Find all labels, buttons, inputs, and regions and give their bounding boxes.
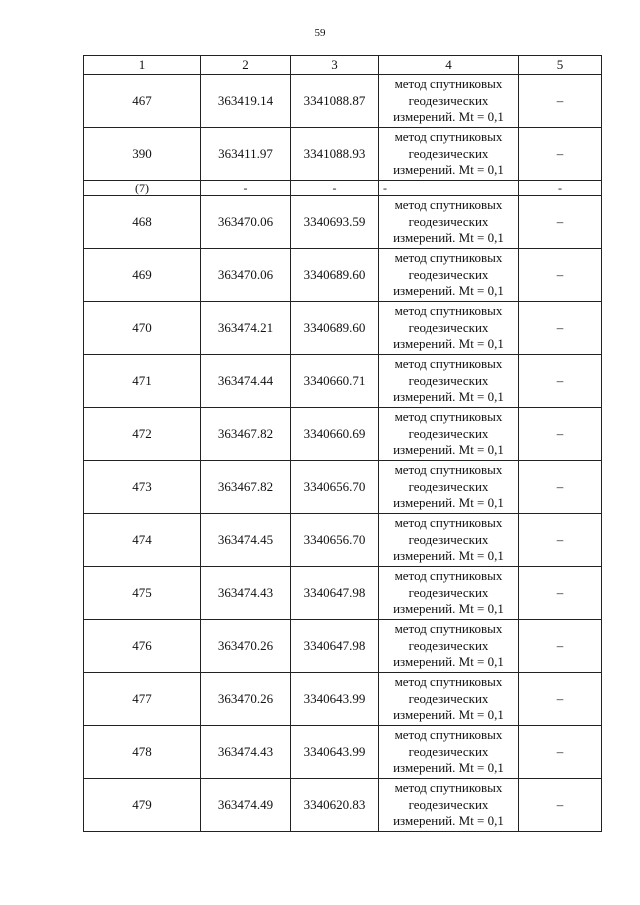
point-number-cell: 473 xyxy=(84,461,201,514)
x-coordinate-cell: 363470.26 xyxy=(201,620,291,673)
y-coordinate-cell: 3340647.98 xyxy=(291,567,379,620)
method-line: измерений. Mt = 0,1 xyxy=(393,336,504,352)
point-number-cell: 467 xyxy=(84,75,201,128)
x-coordinate-cell: 363474.44 xyxy=(201,355,291,408)
y-coordinate-cell: 3341088.93 xyxy=(291,128,379,181)
method-line: метод спутниковых xyxy=(394,568,503,584)
point-number-cell: 390 xyxy=(84,128,201,181)
point-number-cell: 472 xyxy=(84,408,201,461)
method-cell xyxy=(379,408,519,461)
method-cell xyxy=(379,620,519,673)
method-line: измерений. Mt = 0,1 xyxy=(393,548,504,564)
method-line: метод спутниковых xyxy=(394,515,503,531)
y-coordinate-cell: 3340693.59 xyxy=(291,196,379,249)
method-line: геодезических xyxy=(408,584,489,600)
method-cell xyxy=(379,128,519,181)
x-coordinate-cell: 363474.21 xyxy=(201,302,291,355)
method-line: метод спутниковых xyxy=(394,197,503,213)
note-cell: – xyxy=(519,620,602,673)
method-line: геодезических xyxy=(408,637,489,653)
note-cell: – xyxy=(519,128,602,181)
method-line: геодезических xyxy=(408,319,489,335)
method-line: метод спутниковых xyxy=(394,76,503,92)
note-cell: – xyxy=(519,514,602,567)
y-coordinate-cell: 3340643.99 xyxy=(291,673,379,726)
table-row xyxy=(84,673,602,726)
y-coordinate-cell: 3340656.70 xyxy=(291,461,379,514)
header-col-4: 4 xyxy=(379,56,519,75)
method-line: геодезических xyxy=(408,796,489,812)
method-line: метод спутниковых xyxy=(394,409,503,425)
method-line: метод спутниковых xyxy=(394,356,503,372)
point-number-cell: 475 xyxy=(84,567,201,620)
x-coordinate-cell: - xyxy=(201,181,291,196)
separator-row xyxy=(84,181,602,196)
header-col-2: 2 xyxy=(201,56,291,75)
point-number-cell: 468 xyxy=(84,196,201,249)
method-line: метод спутниковых xyxy=(394,727,503,743)
method-line: - xyxy=(383,181,387,195)
method-cell xyxy=(379,673,519,726)
point-number-cell: (7) xyxy=(84,181,201,196)
method-line: геодезических xyxy=(408,266,489,282)
table-row xyxy=(84,461,602,514)
note-cell: – xyxy=(519,567,602,620)
method-line: геодезических xyxy=(408,743,489,759)
table-row xyxy=(84,408,602,461)
method-line: измерений. Mt = 0,1 xyxy=(393,495,504,511)
method-line: метод спутниковых xyxy=(394,129,503,145)
note-cell: – xyxy=(519,408,602,461)
method-line: измерений. Mt = 0,1 xyxy=(393,283,504,299)
point-number-cell: 470 xyxy=(84,302,201,355)
table-row xyxy=(84,355,602,408)
x-coordinate-cell: 363411.97 xyxy=(201,128,291,181)
y-coordinate-cell: 3340643.99 xyxy=(291,726,379,779)
method-cell xyxy=(379,779,519,832)
method-line: измерений. Mt = 0,1 xyxy=(393,389,504,405)
method-line: геодезических xyxy=(408,425,489,441)
y-coordinate-cell: 3341088.87 xyxy=(291,75,379,128)
method-line: измерений. Mt = 0,1 xyxy=(393,601,504,617)
method-line: измерений. Mt = 0,1 xyxy=(393,109,504,125)
method-cell xyxy=(379,181,519,196)
method-line: измерений. Mt = 0,1 xyxy=(393,442,504,458)
header-col-5: 5 xyxy=(519,56,602,75)
note-cell: - xyxy=(519,181,602,196)
table-row xyxy=(84,567,602,620)
method-cell xyxy=(379,196,519,249)
note-cell: – xyxy=(519,196,602,249)
header-col-3: 3 xyxy=(291,56,379,75)
method-line: метод спутниковых xyxy=(394,250,503,266)
x-coordinate-cell: 363474.49 xyxy=(201,779,291,832)
point-number-cell: 471 xyxy=(84,355,201,408)
table-row xyxy=(84,514,602,567)
method-line: геодезических xyxy=(408,690,489,706)
note-cell: – xyxy=(519,673,602,726)
method-line: измерений. Mt = 0,1 xyxy=(393,707,504,723)
x-coordinate-cell: 363467.82 xyxy=(201,461,291,514)
table-row xyxy=(84,128,602,181)
note-cell: – xyxy=(519,726,602,779)
table-row xyxy=(84,620,602,673)
table-row xyxy=(84,779,602,832)
point-number-cell: 477 xyxy=(84,673,201,726)
method-line: геодезических xyxy=(408,92,489,108)
method-line: измерений. Mt = 0,1 xyxy=(393,230,504,246)
method-cell xyxy=(379,355,519,408)
table-row xyxy=(84,726,602,779)
note-cell: – xyxy=(519,302,602,355)
y-coordinate-cell: 3340660.71 xyxy=(291,355,379,408)
method-line: измерений. Mt = 0,1 xyxy=(393,162,504,178)
method-line: метод спутниковых xyxy=(394,621,503,637)
note-cell: – xyxy=(519,249,602,302)
y-coordinate-cell: 3340620.83 xyxy=(291,779,379,832)
method-cell xyxy=(379,75,519,128)
table-row xyxy=(84,249,602,302)
method-cell xyxy=(379,302,519,355)
method-cell xyxy=(379,726,519,779)
method-line: измерений. Mt = 0,1 xyxy=(393,760,504,776)
table-header xyxy=(84,56,602,75)
table-row xyxy=(84,196,602,249)
coordinates-table xyxy=(83,55,602,832)
point-number-cell: 474 xyxy=(84,514,201,567)
method-line: геодезических xyxy=(408,145,489,161)
header-row xyxy=(84,56,602,75)
note-cell: – xyxy=(519,75,602,128)
method-line: метод спутниковых xyxy=(394,674,503,690)
x-coordinate-cell: 363474.43 xyxy=(201,567,291,620)
y-coordinate-cell: 3340647.98 xyxy=(291,620,379,673)
y-coordinate-cell: 3340689.60 xyxy=(291,249,379,302)
note-cell: – xyxy=(519,779,602,832)
method-cell xyxy=(379,514,519,567)
table-row xyxy=(84,75,602,128)
method-cell xyxy=(379,567,519,620)
y-coordinate-cell: 3340689.60 xyxy=(291,302,379,355)
table-body xyxy=(84,75,602,832)
method-line: геодезических xyxy=(408,478,489,494)
method-cell xyxy=(379,249,519,302)
point-number-cell: 476 xyxy=(84,620,201,673)
x-coordinate-cell: 363474.43 xyxy=(201,726,291,779)
x-coordinate-cell: 363470.06 xyxy=(201,249,291,302)
y-coordinate-cell: 3340656.70 xyxy=(291,514,379,567)
method-line: геодезических xyxy=(408,531,489,547)
x-coordinate-cell: 363419.14 xyxy=(201,75,291,128)
method-line: метод спутниковых xyxy=(394,303,503,319)
note-cell: – xyxy=(519,461,602,514)
method-line: измерений. Mt = 0,1 xyxy=(393,654,504,670)
y-coordinate-cell: - xyxy=(291,181,379,196)
page-number: 59 xyxy=(314,27,326,39)
point-number-cell: 478 xyxy=(84,726,201,779)
x-coordinate-cell: 363474.45 xyxy=(201,514,291,567)
x-coordinate-cell: 363467.82 xyxy=(201,408,291,461)
point-number-cell: 479 xyxy=(84,779,201,832)
method-line: геодезических xyxy=(408,213,489,229)
header-col-1: 1 xyxy=(84,56,201,75)
method-line: измерений. Mt = 0,1 xyxy=(393,813,504,829)
table-row xyxy=(84,302,602,355)
point-number-cell: 469 xyxy=(84,249,201,302)
method-line: метод спутниковых xyxy=(394,462,503,478)
method-line: геодезических xyxy=(408,372,489,388)
method-cell xyxy=(379,461,519,514)
method-line: метод спутниковых xyxy=(394,780,503,796)
x-coordinate-cell: 363470.26 xyxy=(201,673,291,726)
x-coordinate-cell: 363470.06 xyxy=(201,196,291,249)
note-cell: – xyxy=(519,355,602,408)
y-coordinate-cell: 3340660.69 xyxy=(291,408,379,461)
